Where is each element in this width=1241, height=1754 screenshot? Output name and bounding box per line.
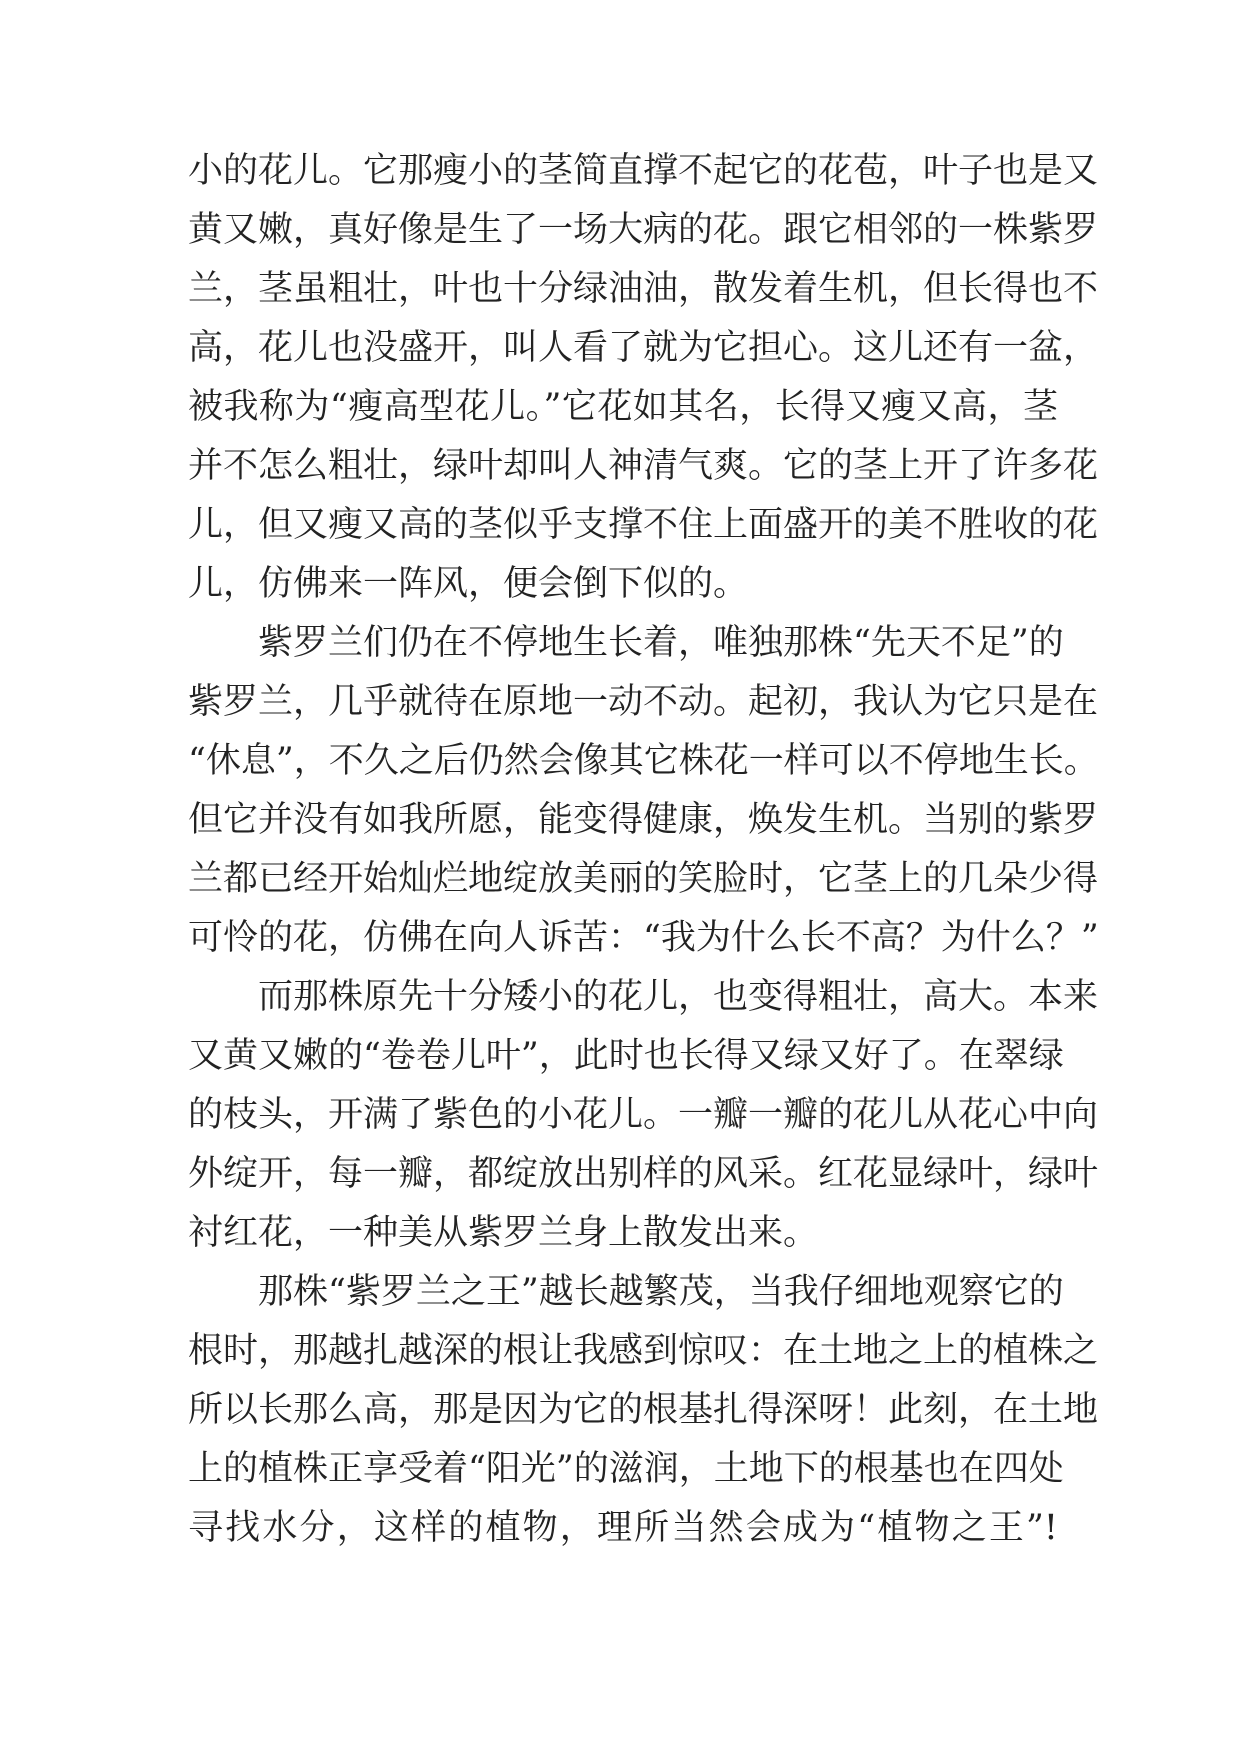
text-line: 紫罗兰，几乎就待在原地一动不动。起初，我认为它只是在 [188, 682, 1099, 722]
text-line: 黄又嫩，真好像是生了一场大病的花。跟它相邻的一株紫罗 [188, 210, 1099, 250]
text-line: 可怜的花，仿佛在向人诉苦：“我为什么长不高？为什么？” [188, 918, 1099, 958]
paragraph-start-line: 而那株原先十分矮小的花儿，也变得粗壮，高大。本来 [258, 977, 1099, 1017]
text-line: 但它并没有如我所愿，能变得健康，焕发生机。当别的紫罗 [188, 800, 1099, 840]
text-line: 并不怎么粗壮，绿叶却叫人神清气爽。它的茎上开了许多花 [188, 446, 1099, 486]
body-text [188, 142, 1099, 1558]
text-line: 被我称为“瘦高型花儿。”它花如其名，长得又瘦又高，茎 [188, 387, 1058, 427]
text-line: 兰都已经开始灿烂地绽放美丽的笑脸时，它茎上的几朵少得 [188, 859, 1099, 899]
text-line: 小的花儿。它那瘦小的茎简直撑不起它的花苞，叶子也是又 [188, 151, 1099, 191]
text-line: 寻找水分，这样的植物，理所当然会成为“植物之王”! [188, 1508, 1058, 1548]
text-line: 高，花儿也没盛开，叫人看了就为它担心。这儿还有一盆， [188, 328, 1099, 368]
text-line: 又黄又嫩的“卷卷儿叶”，此时也长得又绿又好了。在翠绿 [188, 1036, 1064, 1076]
text-line: 儿，仿佛来一阵风，便会倒下似的。 [188, 564, 749, 604]
text-line: 兰，茎虽粗壮，叶也十分绿油油，散发着生机，但长得也不 [188, 269, 1099, 309]
paragraph-start-line: 紫罗兰们仍在不停地生长着，唯独那株“先天不足”的 [258, 623, 1064, 663]
text-line: 根时，那越扎越深的根让我感到惊叹：在土地之上的植株之 [188, 1331, 1099, 1371]
text-line: 的枝头，开满了紫色的小花儿。一瓣一瓣的花儿从花心中向 [188, 1095, 1099, 1135]
paragraph-start-line: 那株“紫罗兰之王”越长越繁茂，当我仔细地观察它的 [258, 1272, 1064, 1312]
text-line: 衬红花，一种美从紫罗兰身上散发出来。 [188, 1213, 819, 1253]
text-line: 上的植株正享受着“阳光”的滋润，土地下的根基也在四处 [188, 1449, 1064, 1489]
text-line: 外绽开，每一瓣，都绽放出别样的风采。红花显绿叶，绿叶 [188, 1154, 1099, 1194]
text-line: “休息”，不久之后仍然会像其它株花一样可以不停地生长。 [188, 741, 1099, 781]
text-line: 儿，但又瘦又高的茎似乎支撑不住上面盛开的美不胜收的花 [188, 505, 1099, 545]
text-line: 所以长那么高，那是因为它的根基扎得深呀！此刻，在土地 [188, 1390, 1099, 1430]
